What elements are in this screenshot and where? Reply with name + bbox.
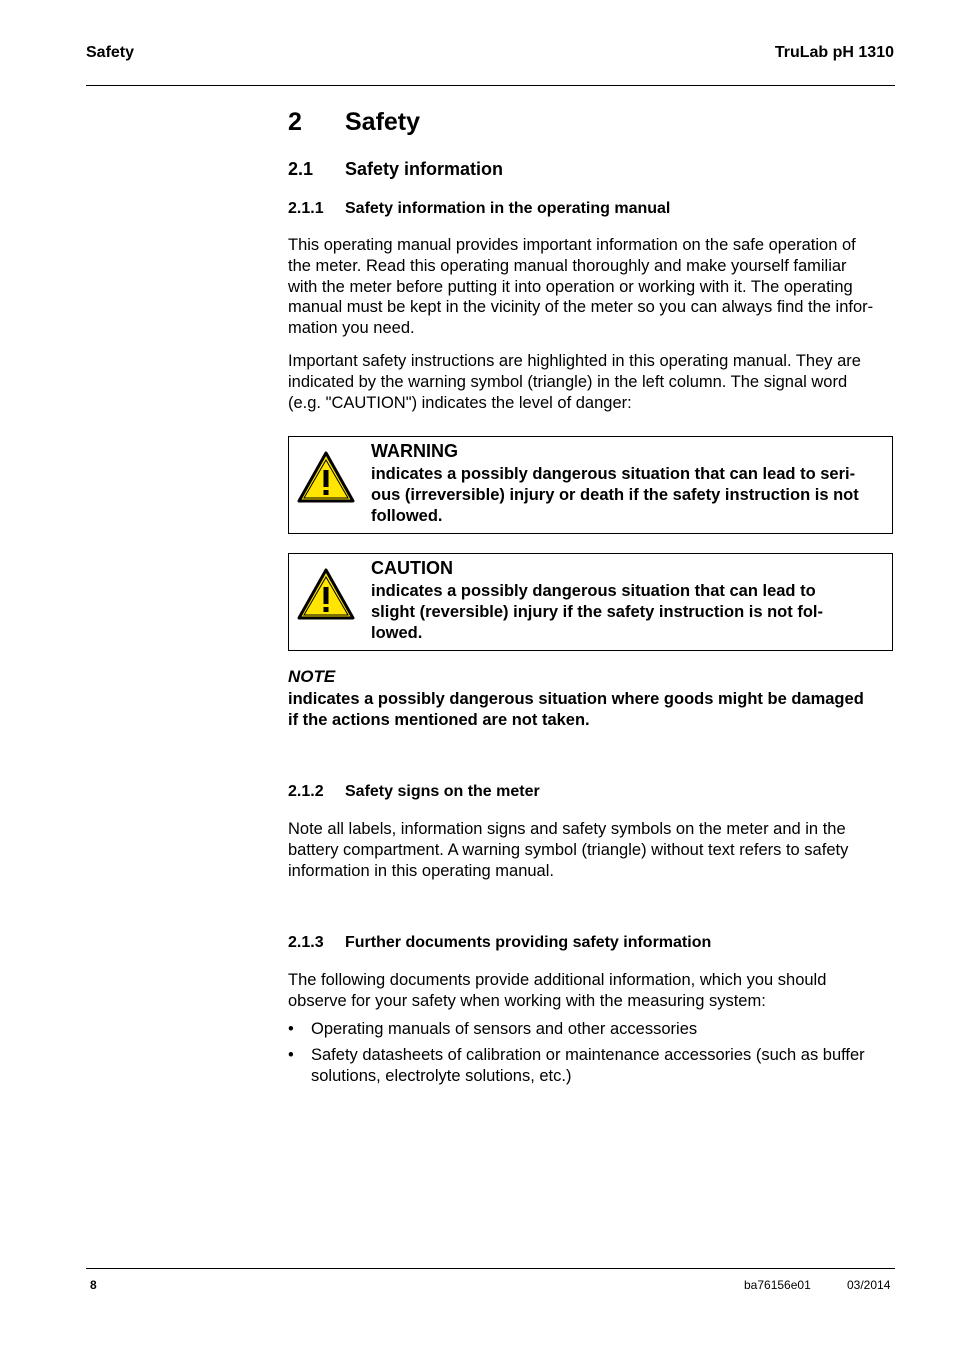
warning-text-line: ous (irreversible) injury or death if the safety instruction is not [371,486,859,504]
paragraph-line: (e.g. "CAUTION") indicates the level of danger: [288,393,632,412]
paragraph-line: with the meter before putting it into operation or working with it. The operating [288,277,853,296]
list-item-text [311,1019,697,1040]
list-item-line: Operating manuals of sensors and other accessories [311,1020,698,1038]
chapter-heading [288,108,588,140]
note-text-line: if the actions mentioned are not taken. [288,711,590,729]
paragraph-line: manual must be kept in the vicinity of the meter so you can always find the infor- [288,298,874,317]
further-documents-paragraph [288,970,898,1012]
signal-word-paragraph [288,351,898,413]
footer-divider [86,1268,895,1269]
header-product-name: TruLab pH 1310 [774,44,894,61]
warning-box [288,436,893,534]
subsection-heading-2-1-3 [288,934,808,956]
list-item-line: Safety datasheets of calibration or maintenance accessories (such as buffer [311,1046,865,1064]
caution-text-line: lowed. [371,624,423,642]
section-number: 2.1 [288,159,314,179]
paragraph-line: Important safety instructions are highlighted in this operating manual. They are [288,352,861,370]
paragraph-line: information in this operating manual. [288,861,554,880]
paragraph-line: the meter. Read this operating manual thoroughly and make yourself familiar [288,256,847,275]
document-id: ba76156e01 [744,1278,811,1292]
warning-triangle-icon [297,451,355,503]
document-date: 03/2014 [847,1278,891,1292]
note-label: NOTE [288,667,336,686]
subsection-title: Further documents providing safety information [345,934,712,951]
caution-text-line: indicates a possibly dangerous situation that can lead to [371,582,816,600]
subsection-number: 2.1.3 [288,934,324,951]
subsection-number: 2.1.1 [288,200,324,217]
paragraph-line: battery compartment. A warning symbol (triangle) without text refers to safety [288,840,849,859]
paragraph-line: observe for your safety when working with the measuring system: [288,991,766,1010]
warning-signal-word: WARNING [371,441,458,461]
warning-text-line: indicates a possibly dangerous situation that can lead to seri- [371,465,856,483]
caution-signal-word: CAUTION [371,558,453,578]
chapter-title: Safety [345,108,421,136]
caution-box [288,553,893,651]
warning-triangle-icon [297,568,355,620]
bullet-symbol: • [288,1046,294,1064]
section-heading-2-1 [288,159,688,183]
paragraph-line: This operating manual provides important information on the safe operation of [288,236,856,254]
header-divider [86,85,895,86]
safety-signs-paragraph [288,819,898,881]
paragraph-line: mation you need. [288,319,415,338]
list-item-line: solutions, electrolyte solutions, etc.) [311,1067,572,1085]
subsection-number: 2.1.2 [288,783,324,800]
note-text-line: indicates a possibly dangerous situation where goods might be damaged [288,690,864,708]
warning-text [371,464,859,527]
paragraph-line: The following documents provide additional information, which you should [288,971,827,989]
caution-text [371,581,823,644]
paragraph-line: Note all labels, information signs and safety symbols on the meter and in the [288,820,846,838]
caution-text-line: slight (reversible) injury if the safety instruction is not fol- [371,603,823,621]
list-item-text [311,1045,865,1087]
header-section-title: Safety [86,44,135,61]
subsection-heading-2-1-1 [288,200,788,222]
subsection-title: Safety signs on the meter [345,783,540,800]
note-text [288,689,864,731]
bullet-symbol: • [288,1020,294,1038]
subsection-title: Safety information in the operating manual [345,200,671,217]
paragraph-line: indicated by the warning symbol (triangle) in the left column. The signal word [288,372,848,391]
page-number: 8 [90,1278,97,1292]
chapter-number: 2 [288,108,302,136]
manual-info-paragraph [288,235,898,339]
section-title: Safety information [345,159,504,179]
warning-text-line: followed. [371,507,443,525]
subsection-heading-2-1-2 [288,783,788,805]
